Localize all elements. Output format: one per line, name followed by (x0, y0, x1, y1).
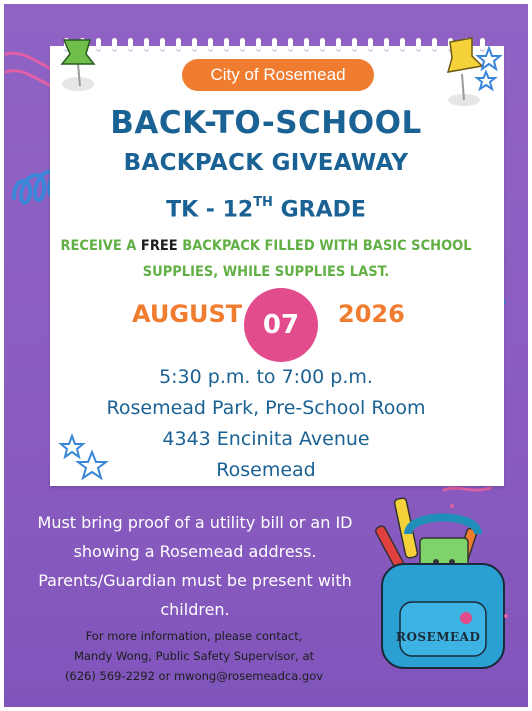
grade-word: GRADE (280, 197, 366, 223)
backpack-icon (368, 494, 518, 676)
event-month: AUGUST (132, 300, 243, 328)
offer-text (0, 233, 532, 285)
spiral-ring (368, 38, 373, 52)
spiral-ring (304, 38, 309, 52)
spiral-ring (144, 38, 149, 52)
event-time: 5:30 p.m. to 7:00 p.m. (159, 366, 373, 388)
requirements-line: children. (160, 600, 230, 619)
requirements-line: Must bring proof of a utility bill or an ID (37, 513, 353, 532)
event-location: Rosemead Park, Pre-School Room (106, 397, 426, 419)
spiral-ring (272, 38, 277, 52)
contact-line: (626) 569-2292 or mwong@rosemeadca.gov (64, 669, 324, 683)
spiral-ring (112, 38, 117, 52)
requirements-line: Parents/Guardian must be present with (38, 571, 352, 590)
city-label-pill: City of Rosemead (182, 59, 374, 91)
spiral-ring (320, 38, 325, 52)
spiral-ring (432, 38, 437, 52)
grade-range (0, 197, 532, 222)
star-icon (474, 44, 504, 94)
backpack-logo-text: ROSEMEAD (396, 630, 481, 644)
page-title: BACK-TO-SCHOOL (110, 105, 422, 141)
dot-decoration (504, 614, 508, 618)
spiral-ring (384, 38, 389, 52)
contact-line: For more information, please contact, (85, 629, 303, 643)
spiral-ring (224, 38, 229, 52)
spiral-ring (352, 38, 357, 52)
spiral-ring (192, 38, 197, 52)
event-city: Rosemead (216, 459, 316, 481)
spiral-ring (400, 38, 405, 52)
page-subtitle: BACKPACK GIVEAWAY (123, 150, 409, 176)
event-address: 4343 Encinita Avenue (162, 428, 370, 450)
spiral-rings (50, 38, 504, 54)
dot-decoration (450, 504, 454, 508)
offer-line-1 (0, 233, 532, 259)
requirements-block (6, 508, 384, 624)
contact-line: Mandy Wong, Public Safety Supervisor, at (73, 649, 315, 663)
spiral-ring (416, 38, 421, 52)
spiral-ring (240, 38, 245, 52)
grade-prefix: TK - 12 (166, 197, 254, 223)
contact-block (18, 626, 370, 686)
spiral-ring (160, 38, 165, 52)
spiral-ring (288, 38, 293, 52)
grade-suffix: TH (253, 195, 273, 210)
spiral-ring (208, 38, 213, 52)
event-year: 2026 (338, 300, 405, 328)
offer-free-word: FREE (140, 238, 178, 254)
offer-line-1-end: BACKPACK FILLED WITH BASIC SCHOOL (177, 238, 472, 254)
spiral-ring (336, 38, 341, 52)
event-day: 07 (244, 288, 318, 362)
spiral-ring (128, 38, 133, 52)
spiral-ring (256, 38, 261, 52)
offer-line-2: SUPPLIES, WHILE SUPPLIES LAST. (142, 264, 390, 280)
requirements-line: showing a Rosemead address. (73, 542, 317, 561)
green-pushpin-icon (56, 34, 102, 94)
offer-line-1-start: RECEIVE A (60, 238, 141, 254)
spiral-ring (176, 38, 181, 52)
